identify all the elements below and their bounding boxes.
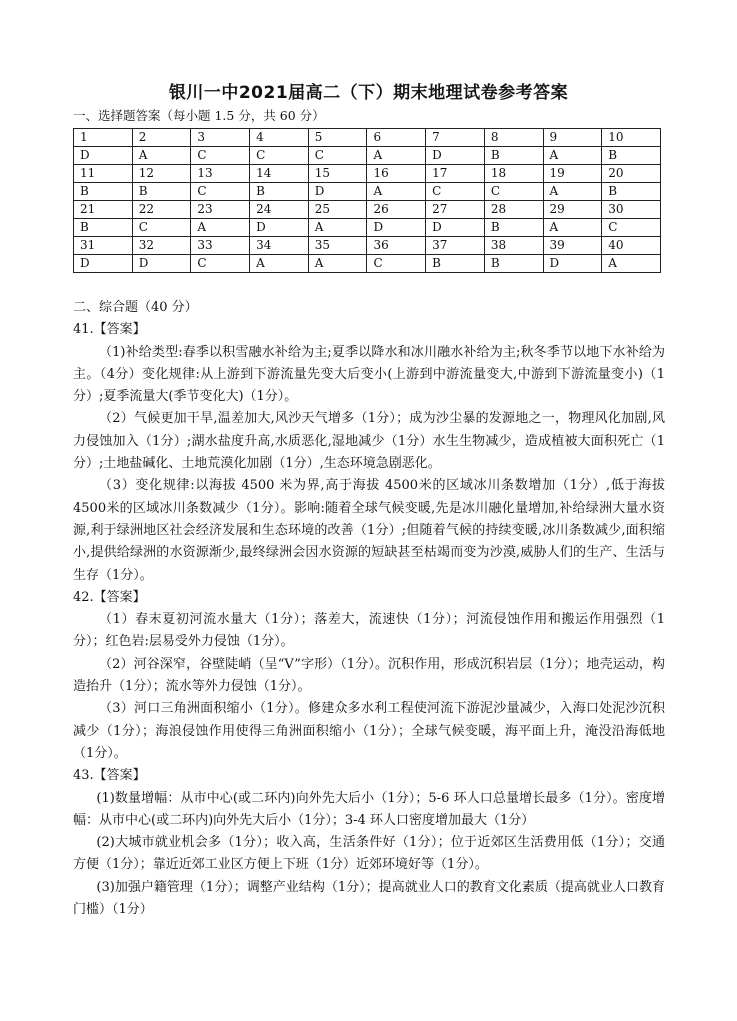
answer-cell: B: [484, 147, 543, 165]
q41-part3: （3）变化规律:以海拔 4500 米为界,高于海拔 4500米的区域冰川条数增加（1分）,低于海拔 4500米的区域冰川条数减少（1分）。影响:随着全球气候变暖,先是冰川融化量增加,补给绿洲大量水资源,利于绿洲地区社会经济发展和生态环境的改善（1分）;但随着气候的持续变暖,冰川条数减少,面积缩小,提供给绿洲的水资源渐少,最终绿洲会因水资源的短缺甚至枯竭而变为沙漠,威胁人们的生产、生活与生存（1分）。: [73, 478, 665, 583]
question-number-cell: 10: [602, 129, 661, 147]
q43-part1: (1)数量增幅：从市中心(或二环内)向外先大后小（1分）；5-6 环人口总量增长最多（1分）。密度增幅：从市中心(或二环内)向外先大后小（1分）；3-4 环人口密度增加最大（1分）: [73, 790, 665, 828]
question-number-cell: 13: [191, 165, 250, 183]
answer-cell: A: [543, 147, 602, 165]
answer-table: [73, 128, 661, 273]
answer-cell: C: [308, 147, 367, 165]
answer-row: [74, 147, 661, 165]
answer-cell: A: [132, 147, 191, 165]
question-number-cell: 11: [74, 165, 133, 183]
question-number-cell: 2: [132, 129, 191, 147]
answer-cell: B: [484, 255, 543, 273]
answer-cell: D: [74, 147, 133, 165]
question-number-cell: 30: [602, 201, 661, 219]
section1-heading: 一、选择题答案（每小题 1.5 分，共 60 分）: [73, 108, 325, 123]
q41-part2: （2）气候更加干旱,温差加大,风沙天气增多（1分）；成为沙尘暴的发源地之一，物理风化加剧,风力侵蚀加入（1分）;湖水盐度升高,水质恶化,湿地减少（1分）水生生物减少，造成植被大面积死亡（1分）;土地盐碱化、土地荒漠化加剧（1分）,生态环境急剧恶化。: [73, 411, 665, 472]
answer-row: [74, 183, 661, 201]
answer-cell: C: [132, 219, 191, 237]
q42-part3: （3）河口三角洲面积缩小（1分）。修建众多水利工程使河流下游泥沙量减少，入海口处泥沙沉积减少（1分）；海浪侵蚀作用使得三角洲面积缩小（1分）；全球气候变暖，海平面上升，淹没沿海低地（1分）。: [73, 701, 665, 761]
answer-cell: D: [367, 219, 426, 237]
question-number-row: [74, 201, 661, 219]
answer-cell: C: [250, 147, 309, 165]
answer-cell: D: [74, 255, 133, 273]
question-number-cell: 3: [191, 129, 250, 147]
question-number-cell: 19: [543, 165, 602, 183]
question-number-cell: 17: [426, 165, 485, 183]
question-number-cell: 18: [484, 165, 543, 183]
answer-cell: B: [74, 219, 133, 237]
answer-cell: A: [191, 219, 250, 237]
question-number-row: [74, 237, 661, 255]
question-number-cell: 12: [132, 165, 191, 183]
question-number-cell: 40: [602, 237, 661, 255]
q42-part2: （2）河谷深窄，谷壁陡峭（呈“V”字形）（1分）。沉积作用，形成沉积岩层（1分）；地壳运动，构造抬升（1分）；流水等外力侵蚀（1分）。: [73, 656, 665, 695]
page-title: 银川一中2021届高二（下）期末地理试卷参考答案: [168, 83, 569, 103]
answer-cell: B: [250, 183, 309, 201]
q41-part1: （1)补给类型:春季以积雪融水补给为主;夏季以降水和冰川融水补给为主;秋冬季节以地下水补给为主。（4分）变化规律:从上游到下游流量先变大后变小(上游到中游流量变大,中游到下游流量变小)（1分）;夏季流量大(季节变化大)（1分）。: [73, 344, 665, 405]
answer-cell: B: [426, 255, 485, 273]
q43-heading: 43.【答案】: [73, 768, 146, 784]
question-number-cell: 25: [308, 201, 367, 219]
answer-cell: D: [543, 255, 602, 273]
question-number-cell: 8: [484, 129, 543, 147]
section2-heading: 二、综合题（40 分）: [73, 300, 198, 315]
answer-cell: D: [308, 183, 367, 201]
question-number-cell: 16: [367, 165, 426, 183]
answer-cell: A: [367, 147, 426, 165]
question-number-cell: 23: [191, 201, 250, 219]
answer-cell: D: [426, 147, 485, 165]
question-number-cell: 5: [308, 129, 367, 147]
question-number-cell: 6: [367, 129, 426, 147]
q41-heading: 41.【答案】: [73, 322, 146, 338]
question-number-cell: 4: [250, 129, 309, 147]
question-number-cell: 7: [426, 129, 485, 147]
question-number-cell: 33: [191, 237, 250, 255]
answer-cell: A: [543, 219, 602, 237]
question-number-cell: 1: [74, 129, 133, 147]
q42-heading: 42.【答案】: [73, 589, 146, 605]
answer-cell: C: [191, 147, 250, 165]
q43-part2: (2)大城市就业机会多（1分）；收入高，生活条件好（1分）；位于近郊区生活费用低（1分）；交通方便（1分）；靠近近郊工业区方便上下班（1分）近郊环境好等（1分）。: [73, 835, 665, 873]
answer-cell: A: [602, 255, 661, 273]
question-number-cell: 37: [426, 237, 485, 255]
question-number-row: [74, 165, 661, 183]
answer-cell: C: [367, 255, 426, 273]
answer-cell: B: [602, 183, 661, 201]
answer-cell: A: [250, 255, 309, 273]
question-number-cell: 39: [543, 237, 602, 255]
question-number-cell: 22: [132, 201, 191, 219]
question-number-cell: 34: [250, 237, 309, 255]
question-number-cell: 24: [250, 201, 309, 219]
question-number-cell: 26: [367, 201, 426, 219]
answer-cell: A: [308, 219, 367, 237]
question-number-cell: 31: [74, 237, 133, 255]
question-number-cell: 27: [426, 201, 485, 219]
answer-cell: B: [132, 183, 191, 201]
q42-part1: （1）春末夏初河流水量大（1分）；落差大，流速快（1分）；河流侵蚀作用和搬运作用强烈（1分）；红色岩:层易受外力侵蚀（1分）。: [73, 612, 665, 650]
answer-cell: C: [484, 183, 543, 201]
question-number-cell: 32: [132, 237, 191, 255]
question-number-cell: 36: [367, 237, 426, 255]
answer-cell: B: [484, 219, 543, 237]
question-number-cell: 35: [308, 237, 367, 255]
answer-cell: A: [543, 183, 602, 201]
answer-cell: C: [191, 183, 250, 201]
question-number-cell: 9: [543, 129, 602, 147]
question-number-cell: 15: [308, 165, 367, 183]
answer-row: [74, 219, 661, 237]
question-number-row: [74, 129, 661, 147]
question-number-cell: 21: [74, 201, 133, 219]
answer-cell: A: [367, 183, 426, 201]
answer-cell: C: [602, 219, 661, 237]
question-number-cell: 14: [250, 165, 309, 183]
answer-cell: C: [191, 255, 250, 273]
question-number-cell: 20: [602, 165, 661, 183]
answer-row: [74, 255, 661, 273]
answer-cell: D: [250, 219, 309, 237]
question-number-cell: 38: [484, 237, 543, 255]
q43-part3: (3)加强户籍管理（1分）；调整产业结构（1分）；提高就业人口的教育文化素质（提高就业人口教育门槛）（1分）: [73, 879, 665, 918]
answer-cell: B: [602, 147, 661, 165]
answer-cell: D: [132, 255, 191, 273]
question-number-cell: 29: [543, 201, 602, 219]
answer-cell: A: [308, 255, 367, 273]
question-number-cell: 28: [484, 201, 543, 219]
answer-cell: B: [74, 183, 133, 201]
comprehensive-section: [73, 297, 665, 921]
answer-cell: D: [426, 219, 485, 237]
answer-cell: C: [426, 183, 485, 201]
